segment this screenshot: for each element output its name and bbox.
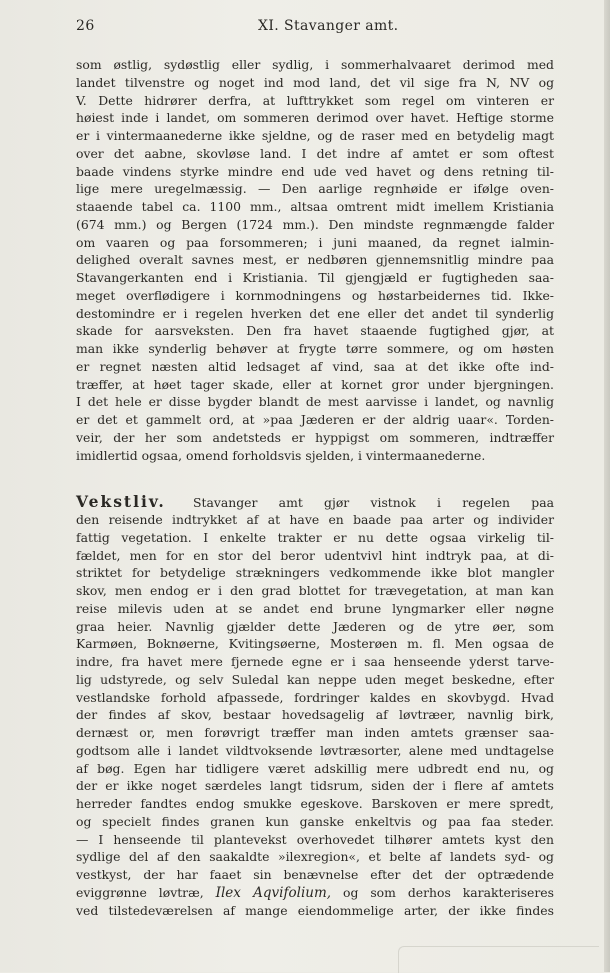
text-line: staaende tabel ca. 1100 mm., altsaa omtrent midt imellem Kristiania	[76, 199, 554, 214]
text-line: meget overflødigere i kornmodningens og høstarbeidernes tid. Ikke-	[76, 287, 554, 303]
text-line: striktet for betydelige strækningers vedkommende ikke blot mangler	[76, 565, 554, 581]
text-line: imidlertid ogsaa, omend forholdsvis sjelden, i vintermaanederne.	[76, 447, 486, 463]
text-line: der er ikke noget særdeles langt tidsrum, siden der i flere af amtets	[76, 778, 554, 794]
text-line: delighed overalt savnes mest, er nedbøren gjennemsnitlig mindre paa	[76, 252, 554, 268]
text-line: træffer, at høet tager skade, eller at kornet gror under bjergningen.	[76, 376, 554, 392]
text-line: Stavangerkanten end i Kristiania. Til gjengjæld er fugtigheden saa-	[76, 270, 554, 285]
text-line: godtsom alle i landet vildtvoksende løvtræsorter, alene med undtagelse	[76, 742, 554, 758]
text-line: som østlig, sydøstlig eller sydlig, i sommerhalvaaret derimod med	[76, 57, 554, 72]
text-line: lig udstyrede, og selv Suledal kan neppe uden meget beskedne, efter	[76, 671, 554, 687]
text-line: landet tilvenstre og noget ind mod land, det vil sige fra N, NV og	[76, 74, 554, 90]
text-line: sydlige del af den saakaldte »ilexregion«, et belte af landets syd- og	[76, 849, 554, 865]
text-line: (674 mm.) og Bergen (1724 mm.). Den mindste regnmængde falder	[76, 216, 554, 232]
section-first-line-text: Stavanger amt gjør vistnok i regelen paa	[193, 495, 554, 511]
ilex-line	[76, 884, 554, 902]
page-header	[0, 18, 610, 42]
text-line: af bøg. Egen har tidligere været adskillig mere udbredt end nu, og	[76, 760, 554, 776]
text-line: skov, men endog er i den grad blottet for trævegetation, at man kan	[76, 583, 554, 598]
page-edge-shadow	[604, 0, 610, 972]
text-line: vestkyst, der har faaet sin benævnelse efter det der optrædende	[76, 867, 554, 882]
text-line: og specielt findes granen kun ganske enkeltvis og paa faa steder.	[76, 813, 554, 829]
text-line: om vaaren og paa forsommeren; i juni maaned, da regnet ialmin-	[76, 234, 554, 250]
text-line: høiest inde i landet, om sommeren derimod over havet. Heftige storme	[76, 110, 554, 126]
text-line: fældet, men for en stor del beror udentvivl hint indtryk paa, at di-	[76, 547, 554, 563]
text-line: der findes af skov, bestaar hovedsagelig af løvtræer, navnlig birk,	[76, 707, 554, 723]
text-line: fattig vegetation. I enkelte trakter er nu dette ogsaa virkelig til-	[76, 529, 554, 545]
text-line: I det hele er disse bygder blandt de mest aarvisse i landet, og navnlig	[76, 394, 554, 410]
paragraph-climate	[76, 56, 554, 464]
section-vekstliv	[76, 493, 554, 919]
page-number: 26	[76, 18, 95, 34]
text-line: Karmøen, Boknøerne, Kvitingsøerne, Mosterøen m. fl. Men ogsaa de	[76, 636, 554, 652]
body-text	[76, 56, 554, 919]
section-heading: Vekstliv.	[76, 492, 166, 512]
text-line: den reisende indtrykket af at have en baade paa arter og individer	[76, 512, 554, 527]
ilex-line-before: eviggrønne løvtræ,	[76, 884, 204, 900]
text-line: baade vindens styrke mindre end ude ved havet og dens retning til-	[76, 163, 554, 179]
text-line: ved tilstedeværelsen af mange eiendommelige arter, der ikke findes	[76, 902, 554, 918]
text-line: er det et gammelt ord, at »paa Jæderen er der aldrig uaar«. Torden-	[76, 412, 554, 427]
section-first-line	[76, 493, 554, 511]
text-line: over det aabne, skovløse land. I det indre af amtet er som oftest	[76, 145, 554, 161]
text-line: destomindre er i regelen hverken det ene eller det andet til synderlig	[76, 305, 554, 321]
text-line: herreder fandtes endog smukke egeskove. Barskoven er mere spredt,	[76, 796, 554, 811]
text-line: er i vintermaanederne ikke sjeldne, og de raser med en betydelig magt	[76, 128, 554, 143]
text-line: dernæst or, men forøvrigt træffer man inden amtets grænser saa-	[76, 725, 554, 740]
text-line: er regnet næsten altid ledsaget af vind, saa at det ikke ofte ind-	[76, 358, 554, 374]
text-line: — I henseende til plantevekst overhovedet tilhører amtets kyst den	[76, 831, 554, 847]
text-line: man ikke synderlig behøver at frygte tørre sommere, og om høsten	[76, 341, 554, 356]
running-head: XI. Stavanger amt.	[258, 18, 399, 34]
text-line: vestlandske forhold afpassede, fordringer kaldes en skovbygd. Hvad	[76, 689, 554, 705]
text-line: graa heier. Navnlig gjælder dette Jæderen og de ytre øer, som	[76, 618, 554, 634]
text-line: skade for aarsveksten. Den fra havet staaende fugtighed gjør, at	[76, 323, 554, 339]
text-line: lige mere uregelmæssig. — Den aarlige regnhøide er ifølge oven-	[76, 181, 554, 197]
text-line: reise milevis uden at se andet end brune lyngmarker eller nøgne	[76, 600, 554, 616]
text-line: V. Dette hidrører derfra, at lufttrykket som regel om vinteren er	[76, 92, 554, 108]
ilex-species-name: Ilex Aqvifolium,	[215, 884, 332, 901]
text-line: veir, der her som andetsteds er hyppigst om sommeren, indtræffer	[76, 429, 554, 445]
paragraph-gap	[76, 464, 554, 493]
ilex-line-after: og som derhos karakteriseres	[343, 884, 554, 900]
text-line: indre, fra havet mere fjernede egne er i saa henseende yderst tarve-	[76, 654, 554, 669]
page-corner-mark	[398, 946, 599, 973]
